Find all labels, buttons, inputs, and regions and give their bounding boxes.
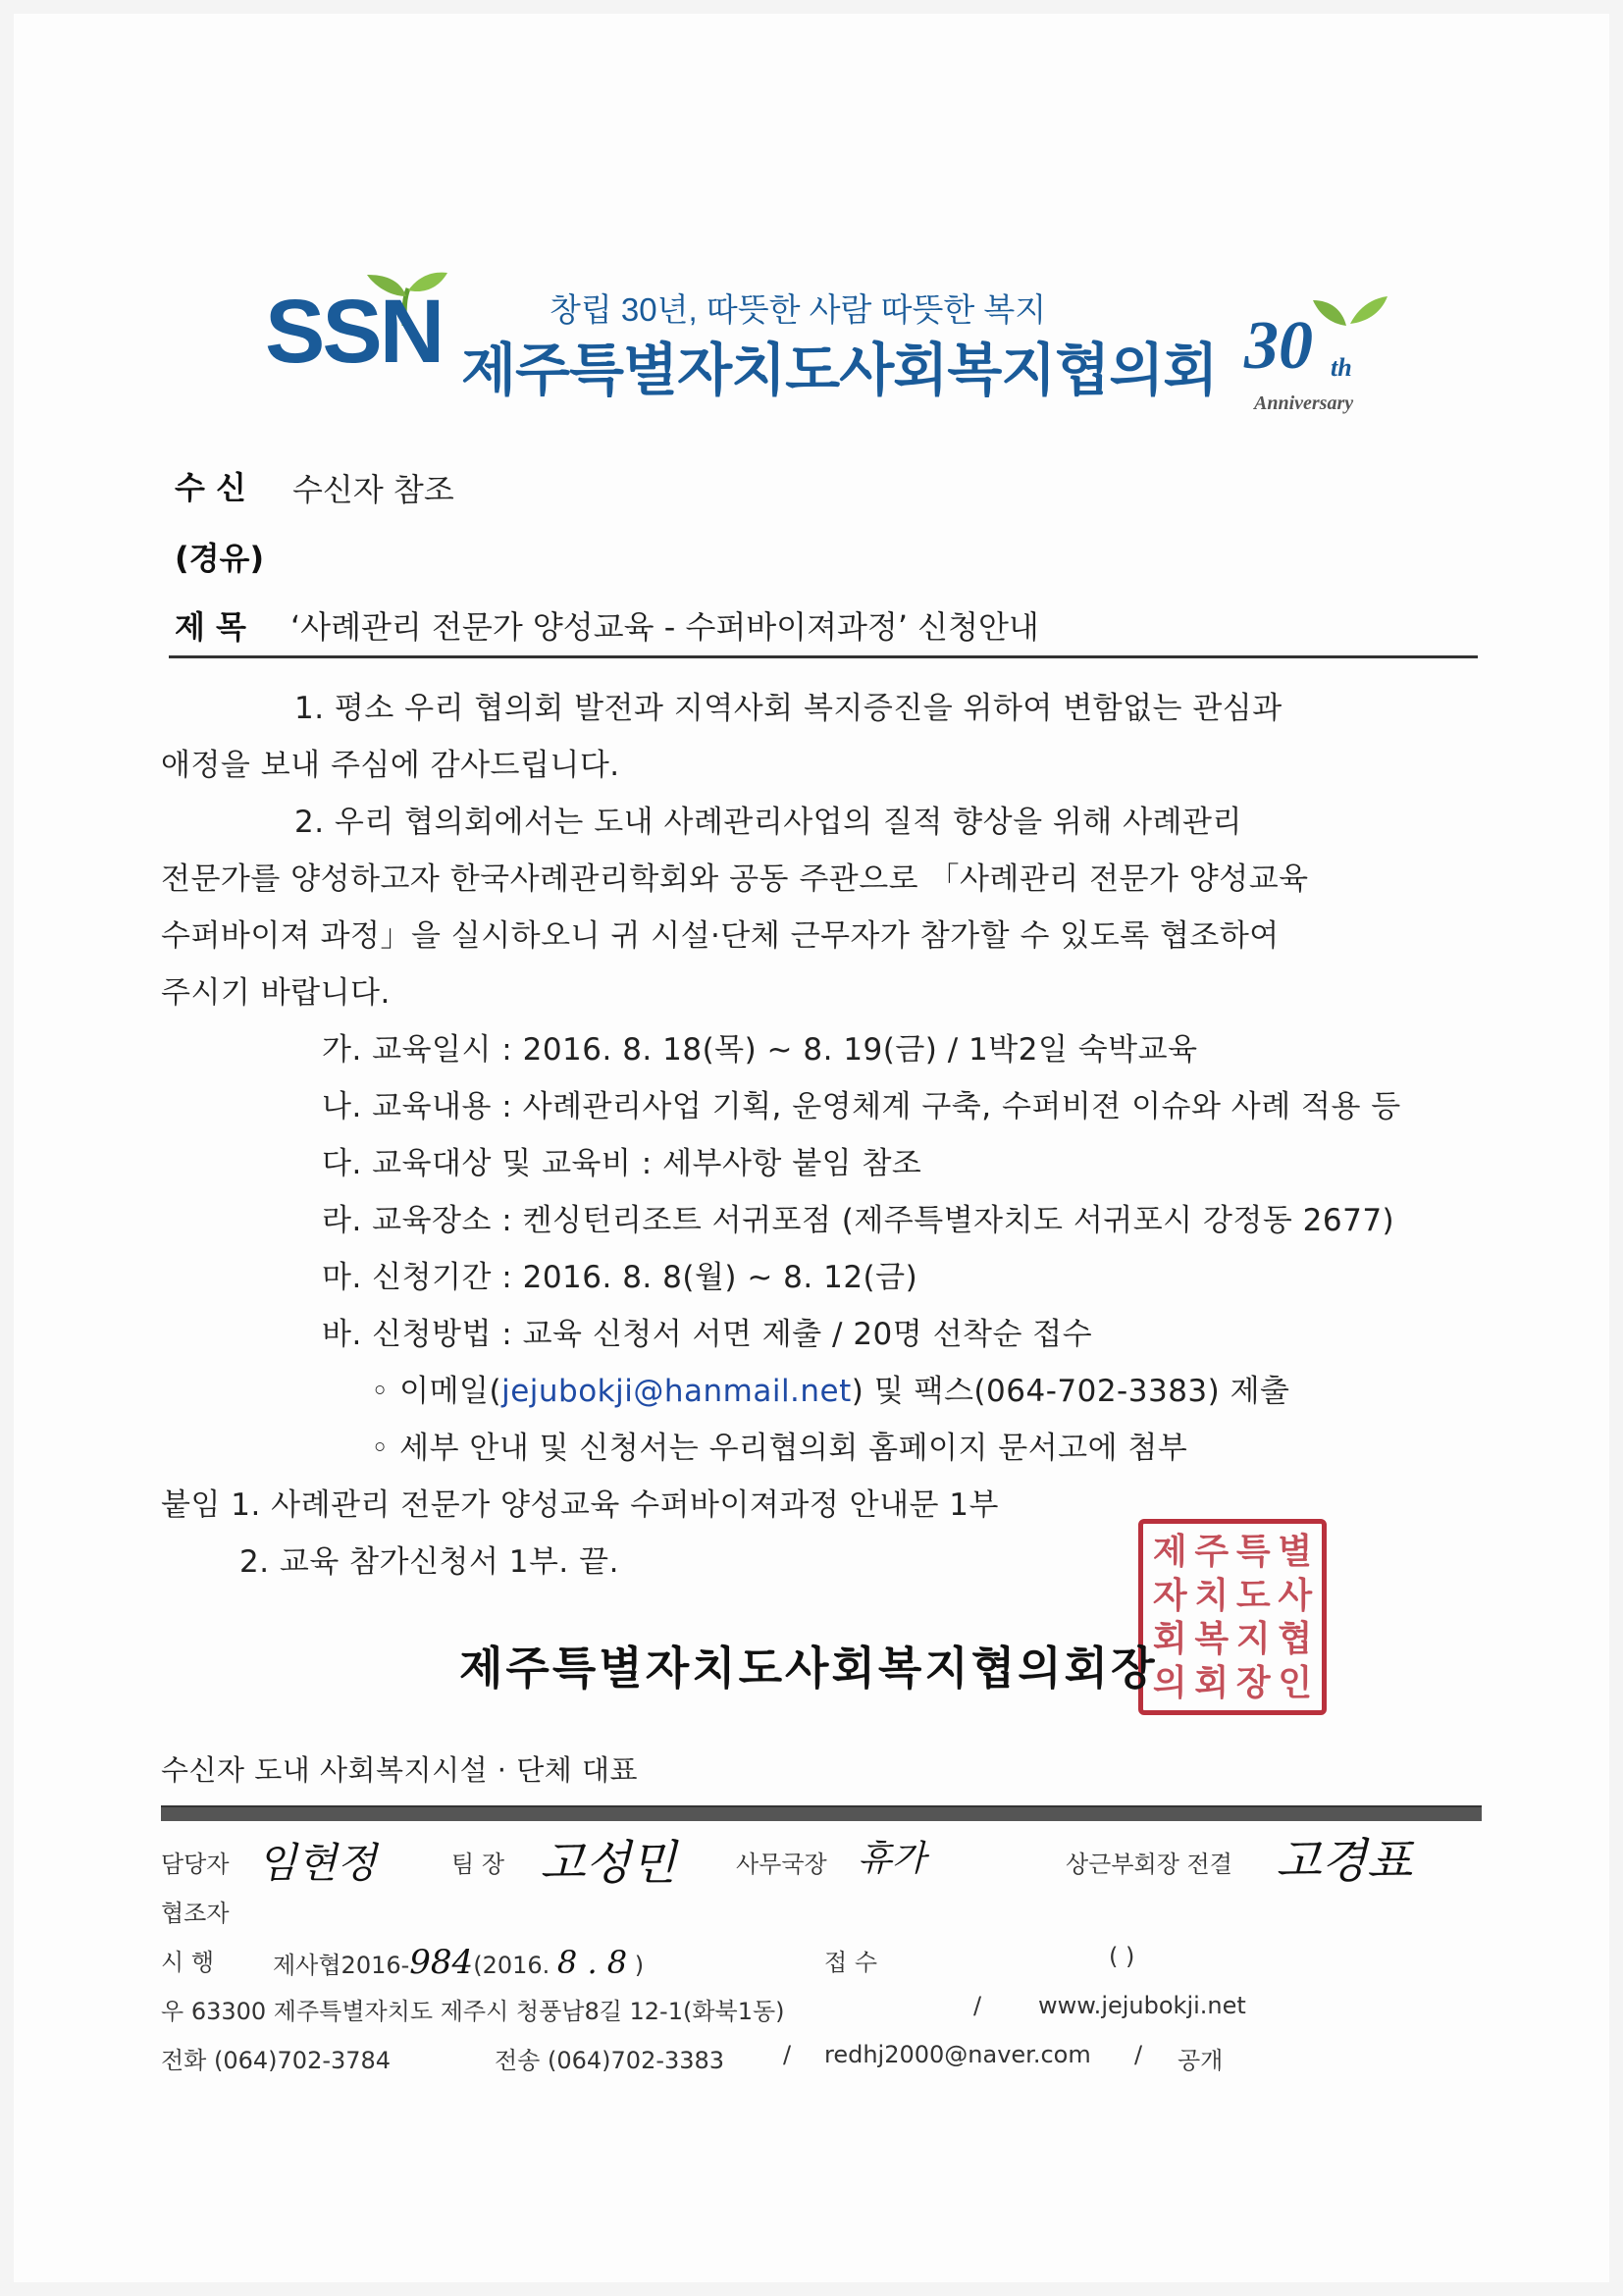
vice-president-label: 상근부회장 전결 bbox=[1066, 1851, 1232, 1878]
anniversary-word: Anniversary bbox=[1254, 392, 1354, 414]
enforcement-date-suffix: ) bbox=[634, 1952, 645, 1979]
paragraph-1-line-2: 애정을 보내 주심에 감사드립니다. bbox=[161, 748, 620, 783]
contact-separator-2: / bbox=[1134, 2041, 1143, 2068]
receipt-value: ( ) bbox=[1109, 1943, 1135, 1970]
phone-number: 전화 (064)702-3784 bbox=[161, 2047, 392, 2074]
subject-divider bbox=[169, 655, 1478, 658]
subject-text: ‘사례관리 전문가 양성교육 - 수퍼바이져과정’ 신청안내 bbox=[290, 608, 1039, 646]
subject-label: 제 목 bbox=[175, 608, 246, 646]
seal-char: 인 bbox=[1278, 1661, 1313, 1703]
paragraph-2-line-3: 수퍼바이져 과정」을 실시하오니 귀 시설·단체 근무자가 참가할 수 있도록 협조하여 bbox=[161, 918, 1280, 954]
attachment-1: 붙임 1. 사례관리 전문가 양성교육 수퍼바이져과정 안내문 1부 bbox=[161, 1487, 999, 1523]
list-item-date: 가. 교육일시 : 2016. 8. 18(목) ~ 8. 19(금) / 1박2일 숙박교육 bbox=[322, 1032, 1198, 1068]
recipient-line: 수신자 도내 사회복지시설 · 단체 대표 bbox=[161, 1753, 639, 1787]
cooperator-label: 협조자 bbox=[161, 1900, 230, 1927]
secretary-general-signature: 휴가 bbox=[858, 1839, 926, 1879]
anniversary-leaf-icon bbox=[1311, 290, 1389, 330]
org-name-header: 제주특별자치도사회복지협의회 bbox=[461, 339, 1218, 402]
via-label: (경유) bbox=[175, 540, 265, 577]
manager-signature: 임현정 bbox=[257, 1839, 377, 1887]
footer-divider-bar bbox=[161, 1805, 1482, 1821]
seal-char: 회 bbox=[1194, 1661, 1230, 1703]
list-item-period: 마. 신청기간 : 2016. 8. 8(월) ~ 8. 12(금) bbox=[322, 1260, 918, 1295]
receiver-value: 수신자 참조 bbox=[292, 471, 454, 508]
enforcement-number bbox=[273, 1943, 644, 1982]
anniversary-suffix: th bbox=[1331, 353, 1352, 382]
seal-char: 제 bbox=[1152, 1531, 1187, 1572]
seal-char: 주 bbox=[1194, 1531, 1230, 1572]
seal-char: 장 bbox=[1235, 1661, 1271, 1703]
seal-char: 자 bbox=[1152, 1574, 1187, 1616]
sender-title: 제주특별자치도사회복지협의회장 bbox=[459, 1642, 1158, 1695]
paragraph-2-line-2: 전문가를 양성하고자 한국사례관리학회와 공동 주관으로 「사례관리 전문가 양성교육 bbox=[161, 861, 1309, 897]
seal-characters bbox=[1149, 1530, 1316, 1704]
attachment-2: 2. 교육 참가신청서 1부. 끝. bbox=[239, 1544, 619, 1580]
website-link[interactable]: www.jejubokji.net bbox=[1038, 1992, 1246, 2019]
paragraph-2-line-1: 2. 우리 협의회에서는 도내 사례관리사업의 질적 향상을 위해 사례관리 bbox=[294, 805, 1242, 840]
seal-char: 별 bbox=[1278, 1531, 1313, 1572]
email-link[interactable]: jejubokji@hanmail.net bbox=[501, 1374, 852, 1409]
seal-char: 지 bbox=[1235, 1618, 1271, 1659]
address-separator: / bbox=[973, 1992, 982, 2019]
seal-char: 회 bbox=[1152, 1618, 1187, 1659]
enforcement-label: 시 행 bbox=[161, 1949, 214, 1976]
enforcement-date-prefix: (2016. bbox=[473, 1952, 550, 1979]
bullet-email-prefix: ◦ 이메일( bbox=[371, 1374, 502, 1409]
paragraph-1-line-1: 1. 평소 우리 협의회 발전과 지역사회 복지증진을 위하여 변함없는 관심과 bbox=[294, 691, 1283, 726]
seal-char: 도 bbox=[1235, 1574, 1271, 1616]
contact-separator-1: / bbox=[783, 2041, 792, 2068]
list-item-content: 나. 교육내용 : 사례관리사업 기획, 운영체계 구축, 수퍼비젼 이슈와 사례 적용 등 bbox=[322, 1089, 1401, 1124]
enforcement-date-handwritten: 8 . 8 bbox=[556, 1944, 628, 1981]
fax-number: 전송 (064)702-3383 bbox=[495, 2047, 725, 2074]
contact-email[interactable]: redhj2000@naver.com bbox=[824, 2041, 1091, 2068]
enforcement-number-prefix: 제사협2016- bbox=[273, 1952, 410, 1979]
manager-label: 담당자 bbox=[161, 1851, 230, 1878]
team-leader-signature: 고성민 bbox=[540, 1836, 677, 1891]
bullet-email-suffix: ) 및 팩스(064-702-3383) 제출 bbox=[851, 1374, 1290, 1409]
list-item-method: 바. 신청방법 : 교육 신청서 서면 제출 / 20명 선착순 접수 bbox=[322, 1317, 1093, 1352]
receipt-label: 접 수 bbox=[824, 1949, 877, 1976]
seal-char: 협 bbox=[1278, 1618, 1313, 1659]
seal-char: 사 bbox=[1278, 1574, 1313, 1616]
receiver-label: 수 신 bbox=[175, 469, 246, 506]
seal-char: 특 bbox=[1235, 1531, 1271, 1572]
vice-president-signature: 고경표 bbox=[1276, 1834, 1413, 1889]
seal-char: 치 bbox=[1194, 1574, 1230, 1616]
seal-char: 복 bbox=[1194, 1618, 1230, 1659]
disclosure-status: 공개 bbox=[1178, 2047, 1224, 2074]
bullet-email-fax bbox=[371, 1366, 1289, 1410]
paragraph-2-line-4: 주시기 바랍니다. bbox=[161, 975, 391, 1011]
anniversary-number: 30 bbox=[1244, 308, 1313, 384]
enforcement-number-handwritten: 984 bbox=[409, 1943, 474, 1982]
seal-char: 의 bbox=[1152, 1661, 1187, 1703]
team-leader-label: 팀 장 bbox=[451, 1851, 504, 1878]
secretary-general-label: 사무국장 bbox=[736, 1851, 827, 1878]
postal-address: 우 63300 제주특별자치도 제주시 청풍남8길 12-1(화북1동) bbox=[161, 1998, 785, 2025]
bullet-homepage: ◦ 세부 안내 및 신청서는 우리협의회 홈페이지 문서고에 첨부 bbox=[371, 1431, 1188, 1466]
ssn-logo: SSN bbox=[265, 282, 443, 382]
list-item-venue: 라. 교육장소 : 켄싱턴리조트 서귀포점 (제주특별자치도 서귀포시 강정동 2677) bbox=[322, 1203, 1395, 1238]
slogan: 창립 30년, 따뜻한 사람 따뜻한 복지 bbox=[550, 291, 1047, 328]
official-seal bbox=[1138, 1519, 1327, 1715]
list-item-target: 다. 교육대상 및 교육비 : 세부사항 붙임 참조 bbox=[322, 1146, 922, 1181]
